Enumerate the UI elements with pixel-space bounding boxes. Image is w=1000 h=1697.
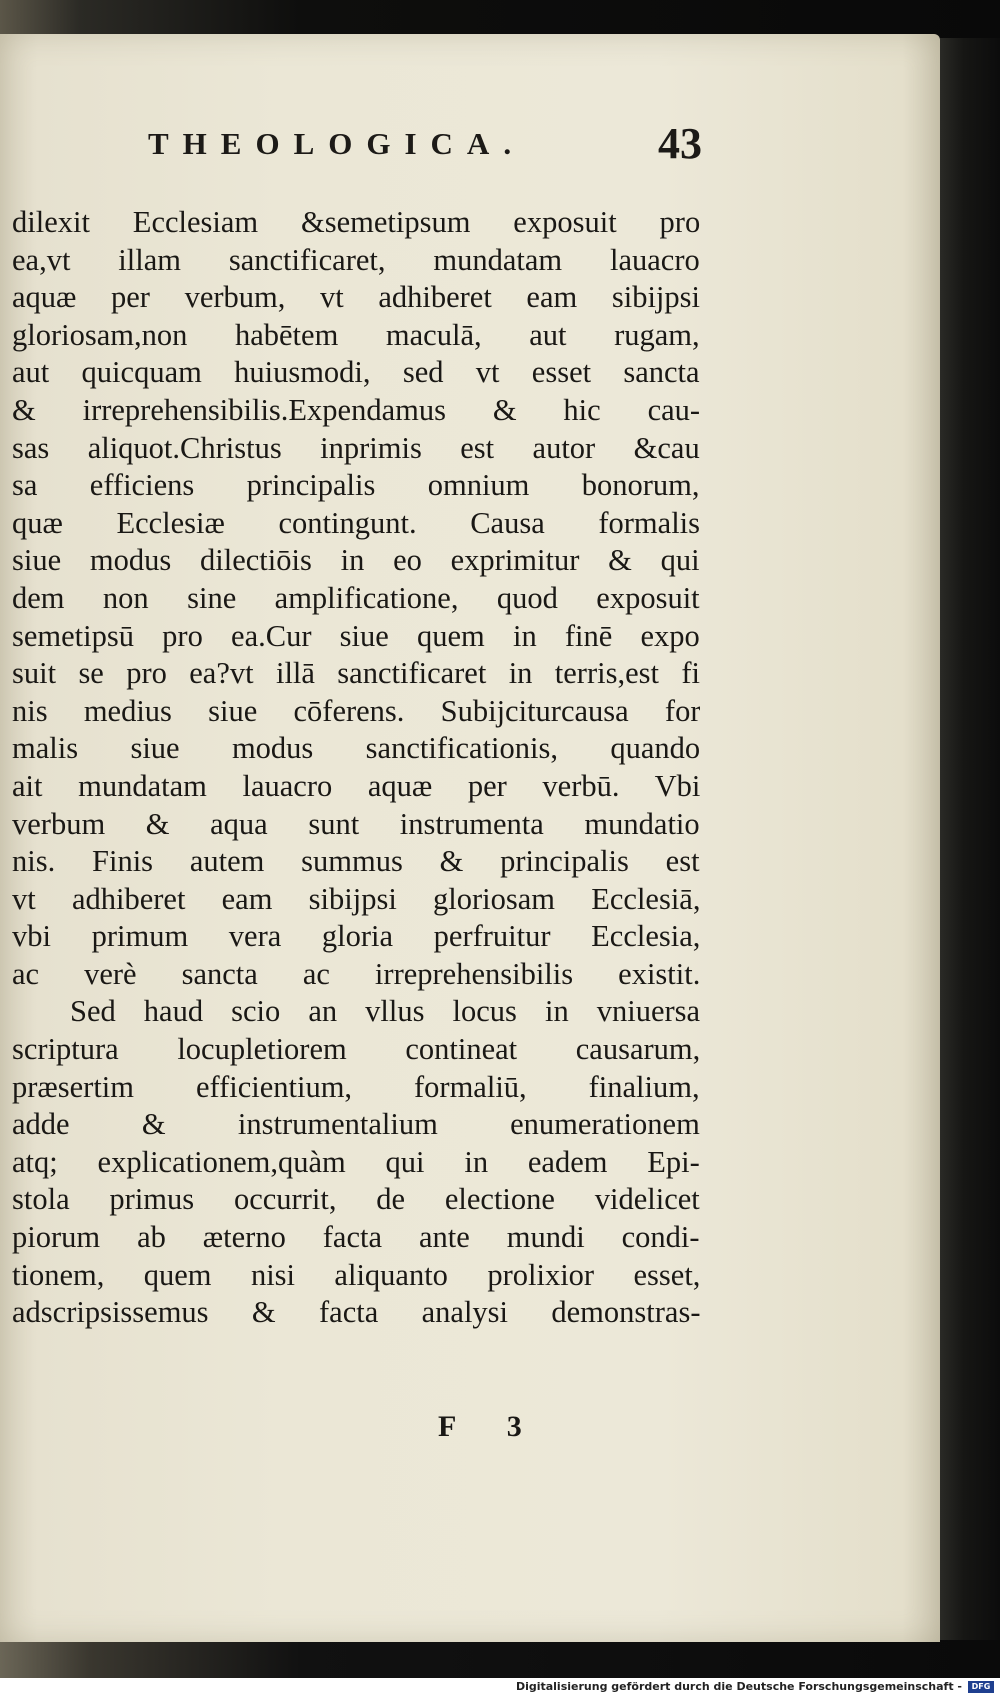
text-line: ait mundatam lauacro aquæ per verbū. Vbi	[12, 768, 700, 803]
text-line: vbi primum vera gloria perfruitur Ecclesia,	[12, 919, 700, 954]
text-line: quæ Ecclesiæ contingunt. Causa formalis	[12, 505, 700, 540]
digitization-footer	[0, 1678, 1000, 1697]
page-header	[148, 119, 718, 186]
running-head: THEOLOGICA.	[148, 126, 526, 161]
scan-top-edge	[0, 0, 1000, 38]
text-line: dilexit Ecclesiam &semetipsum exposuit pro	[12, 205, 700, 239]
text-line: piorum ab æterno facta ante mundi condi-	[12, 1220, 700, 1255]
text-line: dem non sine amplificatione, quod exposuit	[12, 580, 700, 615]
text-line: gloriosam,non habētem maculā, aut rugam,	[12, 317, 700, 352]
text-line: aut quicquam huiusmodi, sed vt esset sancta	[12, 355, 700, 390]
signature-mark: F 3	[438, 1410, 544, 1443]
text-line: sas aliquot.Christus inprimis est autor &cau	[12, 430, 700, 465]
text-line: vt adhiberet eam sibijpsi gloriosam Ecclesiā,	[12, 881, 700, 916]
text-line: semetipsū pro ea.Cur siue quem in finē expo	[12, 618, 700, 653]
text-line: adde & instrumentalium enumerationem	[12, 1107, 700, 1142]
text-line: suit se pro ea?vt illā sanctificaret in terris,est fi	[12, 656, 700, 691]
scan-bottom-edge	[0, 1640, 1000, 1678]
dfg-logo-icon: DFG	[968, 1681, 994, 1693]
text-line: ea,vt illam sanctificaret, mundatam lauacro	[12, 242, 700, 277]
text-line: nis medius siue cōferens. Subijciturcausa for	[12, 693, 700, 728]
text-line: verbum & aqua sunt instrumenta mundatio	[12, 806, 700, 841]
text-line: tionem, quem nisi aliquanto prolixior esset,	[12, 1257, 700, 1292]
body-text	[12, 204, 700, 1332]
scan-right-edge	[940, 38, 1000, 1640]
text-line: malis siue modus sanctificationis, quando	[12, 731, 700, 766]
text-line: aquæ per verbum, vt adhiberet eam sibijpsi	[12, 280, 700, 315]
text-line: scriptura locupletiorem contineat causarum,	[12, 1032, 700, 1067]
text-line: præsertim efficientium, formaliū, finalium,	[12, 1069, 700, 1104]
text-line: ac verè sancta ac irreprehensibilis existit.	[12, 956, 700, 991]
text-line: nis. Finis autem summus & principalis est	[12, 844, 700, 879]
paragraph-first-line: Sed haud scio an vllus locus in vniuersa	[70, 994, 700, 1029]
text-line: & irreprehensibilis.Expendamus & hic cau-	[12, 392, 700, 427]
text-line: adscripsissemus & facta analysi demonstras-	[12, 1295, 700, 1330]
funding-credit: Digitalisierung gefördert durch die Deutsche Forschungsgemeinschaft -	[515, 1680, 962, 1693]
page-number: 43	[658, 119, 702, 168]
text-line: atq; explicationem,quàm qui in eadem Epi-	[12, 1144, 700, 1179]
book-page	[0, 34, 940, 1642]
text-line: sa efficiens principalis omnium bonorum,	[12, 468, 700, 503]
text-line: stola primus occurrit, de electione videlicet	[12, 1182, 700, 1217]
text-line: siue modus dilectiōis in eo exprimitur & qui	[12, 543, 700, 578]
